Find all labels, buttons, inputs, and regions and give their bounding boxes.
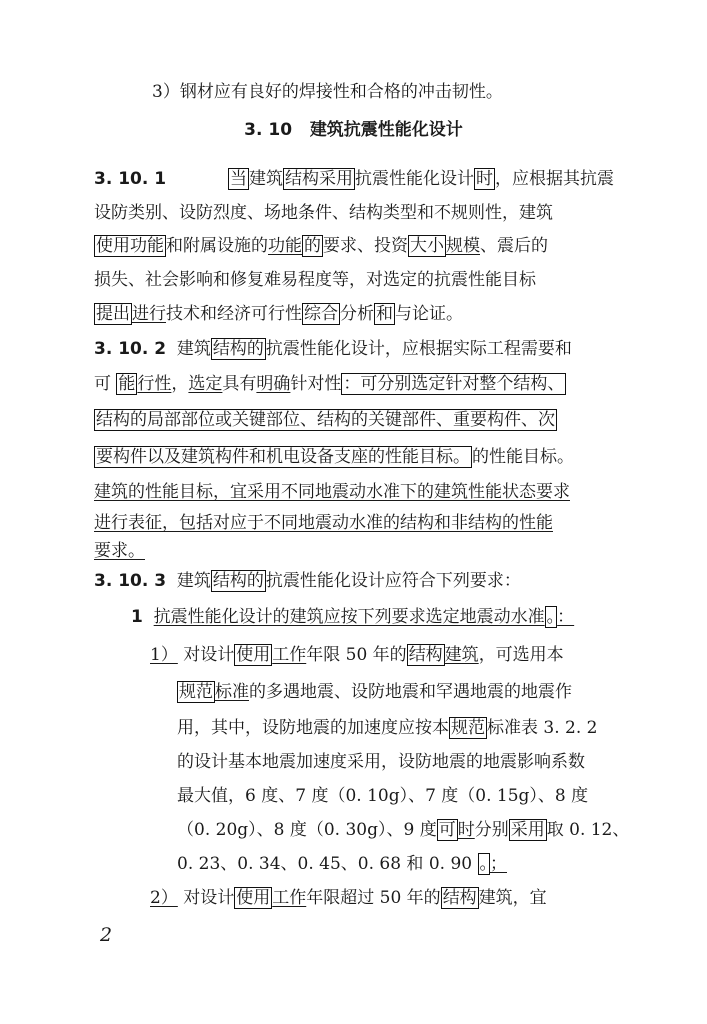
underlined-text: 选定 (188, 374, 223, 394)
text: 技术和经济可行性 (166, 304, 302, 324)
text: 建筑，宜 (478, 888, 547, 908)
text: 抗震性能化设计应符合下列要求： (265, 571, 521, 591)
text: 0. 23、0. 34、0. 45、0. 68 和 0. 90 (177, 854, 473, 874)
text-line (94, 445, 574, 469)
boxed-text: 采用 (510, 820, 545, 840)
text-line (94, 511, 553, 535)
text-line (177, 680, 572, 704)
text: 取 0. 12、 (546, 820, 630, 840)
boxed-text: 结构的 (212, 339, 264, 359)
item-number: 1 (131, 607, 143, 627)
boxed-text: 能 (118, 374, 136, 394)
boxed-text: 结构 (442, 888, 477, 908)
text: 的性能目标。 (472, 447, 574, 467)
boxed-text: 大小 (410, 236, 444, 256)
underlined-text: 建筑 (444, 645, 479, 665)
boxed-text: 结构的 (212, 571, 264, 591)
text: 钢材应有良好的焊接性和合格的冲击韧性。 (179, 82, 503, 102)
section-number: 3. 10 (244, 120, 293, 140)
underlined-text: 进行表征，包括对应于不同地震动水准的结构和非结构的性能 (94, 513, 553, 533)
clause-number: 3. 10. 2 (94, 339, 167, 359)
boxed-text: 提出 (96, 304, 130, 324)
underlined-text: 规模 (446, 236, 480, 256)
text: 对设计 (183, 645, 235, 665)
text: 用，其中，设防地震的加速度应按本 (177, 718, 449, 738)
underlined-text: 工作 (272, 888, 307, 908)
boxed-text: 要构件以及建筑构件和机电设备支座的性能目标。 (96, 447, 470, 467)
text: 抗震性能化设计，应根据实际工程需要和 (265, 339, 572, 359)
underlined-text: 进行 (132, 304, 166, 324)
text: 年限超过 50 年的 (306, 888, 441, 908)
text: 与论证。 (395, 304, 463, 324)
text: 具有 (222, 374, 257, 394)
text-line (94, 539, 145, 563)
text: 、震后的 (480, 236, 548, 256)
text-line (94, 569, 521, 593)
boxed-text: 使用 (236, 645, 271, 665)
text-line (94, 268, 536, 292)
text: 分析 (340, 304, 374, 324)
boxed-text: 使用功能 (96, 236, 164, 256)
text: 最大值，6 度、7 度（0. 10g）、7 度（0. 15g）、8 度 (177, 786, 589, 806)
text: 建筑 (249, 169, 283, 189)
text: 损失、社会影响和修复难易程度等，对选定的抗震性能目标 (94, 270, 536, 290)
underlined-text: 工作 (272, 645, 307, 665)
underlined-text: 时 (457, 820, 475, 840)
text: 要求、投资 (323, 236, 408, 256)
text-line (177, 818, 629, 842)
text-line (94, 302, 463, 326)
text-line (177, 716, 597, 740)
text-line (177, 852, 507, 876)
boxed-text: 综合 (304, 304, 338, 324)
text: 建筑 (176, 339, 211, 359)
text: ，应根据其抗震 (495, 169, 614, 189)
item-number: 1） (150, 645, 178, 665)
boxed-text: 的 (304, 236, 321, 256)
underlined-text: 抗震性能化设计的建筑应按下列要求选定地震动水准 (153, 607, 545, 627)
boxed-text: 。 (479, 854, 488, 874)
text: （0. 20g）、8 度（0. 30g）、9 度 (177, 820, 437, 840)
text: 标准表 3. 2. 2 (487, 718, 598, 738)
boxed-text: 规范 (451, 718, 485, 738)
boxed-text: 结构采用 (285, 169, 353, 189)
item-number: 3） (152, 82, 180, 102)
text: 的设计基本地震加速度采用，设防地震的地震影响系数 (177, 752, 585, 772)
boxed-text: 时 (476, 169, 493, 189)
section-heading (0, 118, 707, 142)
section-title: 建筑抗震性能化设计 (309, 120, 463, 140)
text-line (94, 167, 614, 191)
underlined-text: ： (557, 607, 575, 627)
boxed-text: 和 (376, 304, 393, 324)
boxed-text: ：可分别选定针对整个结构、 (343, 374, 565, 394)
boxed-text: 结构 (408, 645, 443, 665)
text: 对设计 (183, 888, 235, 908)
boxed-text: 当 (230, 169, 247, 189)
boxed-text: 使用 (236, 888, 271, 908)
underlined-text: 标准 (215, 682, 249, 702)
text: 抗震性能化设计 (355, 169, 474, 189)
text-line (94, 337, 572, 361)
text: 可 (94, 374, 111, 394)
item-number: 2） (150, 888, 178, 908)
text: 建筑 (176, 571, 211, 591)
underlined-text: 要求。 (94, 541, 145, 561)
clause-number: 3. 10. 3 (94, 571, 167, 591)
text-line (131, 605, 574, 629)
text: 和附属设施的 (166, 236, 268, 256)
text-line (94, 408, 557, 432)
boxed-text: 。 (546, 607, 556, 627)
text: ， (171, 374, 189, 394)
text-line (177, 750, 585, 774)
underlined-text: 建筑的性能目标，宜采用不同地震动水准下的建筑性能状态要求 (94, 482, 570, 502)
text-line (150, 643, 564, 667)
boxed-text: 可 (438, 820, 456, 840)
text-line (94, 201, 553, 225)
text: 的多遇地震、设防地震和罕遇地震的地震作 (249, 682, 572, 702)
text-line (94, 372, 566, 396)
text: ，可选用本 (478, 645, 564, 665)
text-line (150, 886, 547, 910)
text: 针对性 (290, 374, 342, 394)
text: 分别 (474, 820, 509, 840)
text-line (94, 234, 548, 258)
text-line (94, 480, 570, 504)
clause-number: 3. 10. 1 (94, 169, 167, 189)
text: 设防类别、设防烈度、场地条件、结构类型和不规则性，建筑 (94, 203, 553, 223)
underlined-text: 行性 (137, 374, 172, 394)
text-line (177, 784, 588, 808)
text: 年限 50 年的 (306, 645, 407, 665)
underlined-text: 功能 (268, 236, 302, 256)
text-line (152, 80, 503, 104)
underlined-text: 明确 (256, 374, 291, 394)
underlined-text: ； (490, 854, 507, 874)
boxed-text: 结构的局部部位或关键部位、结构的关键部件、重要构件、次 (96, 410, 555, 430)
page-number: 2 (100, 924, 113, 946)
boxed-text: 规范 (179, 682, 213, 702)
